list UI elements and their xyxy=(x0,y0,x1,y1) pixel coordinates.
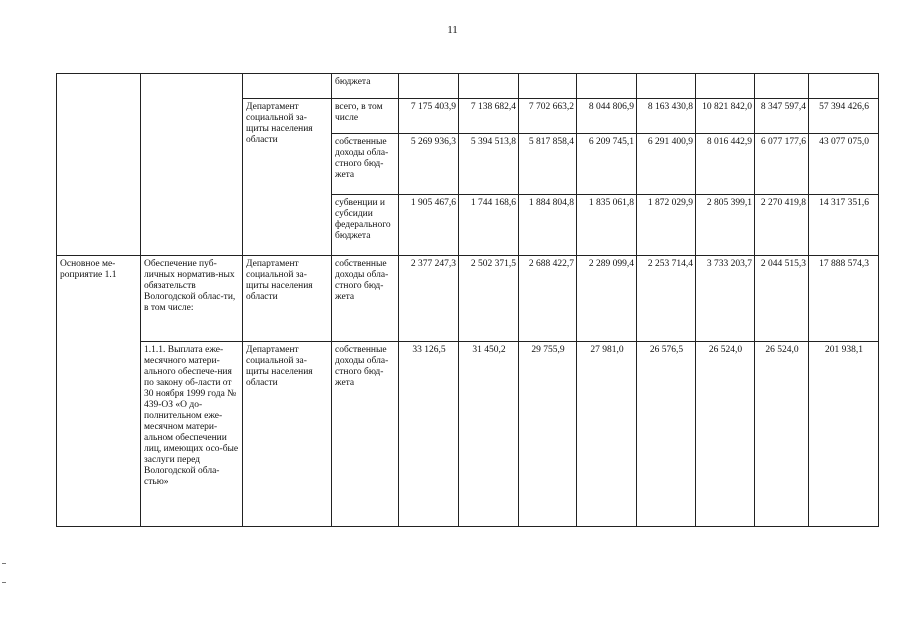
scan-mark xyxy=(2,563,6,564)
value-cell: 7 138 682,4 xyxy=(459,99,519,134)
value-cell: 2 688 422,7 xyxy=(519,256,577,342)
value-cell: 1 872 029,9 xyxy=(637,195,696,256)
total-cell: 43 077 075,0 xyxy=(809,134,879,195)
activity-cell: Основное ме-роприятие 1.1 xyxy=(57,256,141,527)
value-cell: 2 805 399,1 xyxy=(696,195,755,256)
value-cell: 2 289 099,4 xyxy=(577,256,637,342)
value-cell: 2 377 247,3 xyxy=(399,256,459,342)
value-cell xyxy=(696,74,755,99)
value-cell: 8 163 430,8 xyxy=(637,99,696,134)
total-cell: 17 888 574,3 xyxy=(809,256,879,342)
value-cell: 2 270 419,8 xyxy=(755,195,809,256)
name-cell: Обеспечение пуб-личных норматив-ных обязательств Вологодской облас-ти, в том числе: xyxy=(141,256,243,342)
executor-cell: Департамент социальной за-щиты населения области xyxy=(243,256,332,342)
value-cell: 2 502 371,5 xyxy=(459,256,519,342)
source-cell: собственные доходы обла-стного бюд-жета xyxy=(332,256,399,342)
name-cell: 1.1.1. Выплата еже-месячного матери-ального обеспече-ния по закону об-ласти от 30 ноября 1999 года № 439-ОЗ «О до-полнительном еже-месячном матери-альном обеспечении лиц, имеющих осо-бые заслуги перед Вологодской обла-стью» xyxy=(141,342,243,527)
value-cell: 26 524,0 xyxy=(755,342,809,527)
value-cell: 1 884 804,8 xyxy=(519,195,577,256)
source-cell: всего, в том числе xyxy=(332,99,399,134)
value-cell xyxy=(459,74,519,99)
source-cell: бюджета xyxy=(332,74,399,99)
value-cell: 7 175 403,9 xyxy=(399,99,459,134)
value-cell: 5 269 936,3 xyxy=(399,134,459,195)
value-cell: 2 253 714,4 xyxy=(637,256,696,342)
value-cell: 31 450,2 xyxy=(459,342,519,527)
name-cell-empty xyxy=(141,74,243,256)
value-cell: 29 755,9 xyxy=(519,342,577,527)
source-cell: субвенции и субсидии федерального бюджета xyxy=(332,195,399,256)
value-cell: 33 126,5 xyxy=(399,342,459,527)
value-cell: 8 347 597,4 xyxy=(755,99,809,134)
value-cell: 26 576,5 xyxy=(637,342,696,527)
executor-cell: Департамент социальной за-щиты населения области xyxy=(243,342,332,527)
value-cell xyxy=(399,74,459,99)
budget-table xyxy=(56,73,879,527)
value-cell: 1 905 467,6 xyxy=(399,195,459,256)
value-cell: 7 702 663,2 xyxy=(519,99,577,134)
value-cell xyxy=(637,74,696,99)
value-cell: 8 044 806,9 xyxy=(577,99,637,134)
value-cell: 27 981,0 xyxy=(577,342,637,527)
executor-cell: Департамент социальной за-щиты населения области xyxy=(243,99,332,256)
executor-cell-empty xyxy=(243,74,332,99)
value-cell: 6 077 177,6 xyxy=(755,134,809,195)
value-cell xyxy=(577,74,637,99)
value-cell: 5 817 858,4 xyxy=(519,134,577,195)
value-cell: 8 016 442,9 xyxy=(696,134,755,195)
value-cell: 10 821 842,0 xyxy=(696,99,755,134)
value-cell: 5 394 513,8 xyxy=(459,134,519,195)
value-cell xyxy=(755,74,809,99)
value-cell: 26 524,0 xyxy=(696,342,755,527)
activity-cell-empty xyxy=(57,74,141,256)
scan-mark xyxy=(2,582,6,583)
table-row xyxy=(57,342,879,527)
value-cell: 6 291 400,9 xyxy=(637,134,696,195)
total-cell xyxy=(809,74,879,99)
value-cell: 1 744 168,6 xyxy=(459,195,519,256)
table-row xyxy=(57,74,879,99)
value-cell: 6 209 745,1 xyxy=(577,134,637,195)
source-cell: собственные доходы обла-стного бюд-жета xyxy=(332,134,399,195)
total-cell: 14 317 351,6 xyxy=(809,195,879,256)
total-cell: 57 394 426,6 xyxy=(809,99,879,134)
total-cell: 201 938,1 xyxy=(809,342,879,527)
source-cell: собственные доходы обла-стного бюд-жета xyxy=(332,342,399,527)
value-cell: 1 835 061,8 xyxy=(577,195,637,256)
value-cell xyxy=(519,74,577,99)
page-number: 11 xyxy=(447,24,458,36)
table-row xyxy=(57,256,879,342)
value-cell: 3 733 203,7 xyxy=(696,256,755,342)
value-cell: 2 044 515,3 xyxy=(755,256,809,342)
